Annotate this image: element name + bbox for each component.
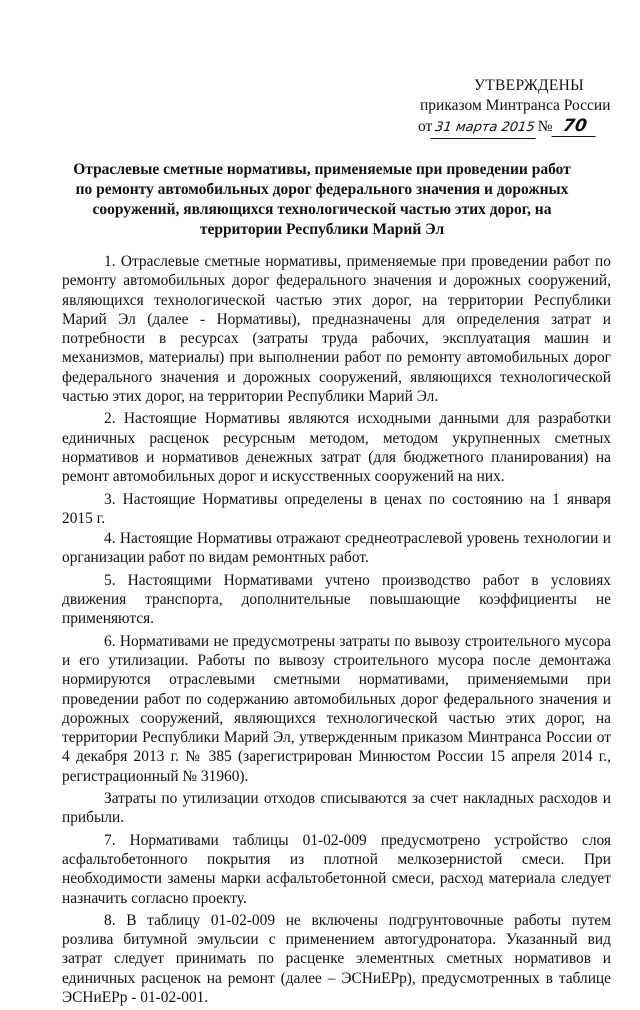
document-body bbox=[62, 252, 611, 1010]
paragraph-8: 8. В таблицу 01-02-009 не включены подгрунтовочные работы путем розлива битумной эмульсии с применением автогудронатора. Указанный вид затрат следует принимать по расценке элементных сметных нормативов и единичных расценок на ремонт (далее – ЭСНиЕРр), предусмотренных в таблице ЭСНиЕРр - 01-02-001. bbox=[62, 911, 611, 1006]
paragraph-6-continuation: Затраты по утилизации отходов списываются за счет накладных расходов и прибыли. bbox=[62, 790, 611, 827]
approval-stamp-block bbox=[418, 76, 628, 139]
approval-date-line bbox=[418, 116, 628, 139]
date-prefix: от bbox=[418, 118, 433, 135]
handwritten-date: 31 марта 2015 bbox=[431, 118, 539, 139]
paragraph-1: 1. Отраслевые сметные нормативы, применяемые при проведении работ по ремонту автомобильных дорог федерального значения и дорожных сооружений, являющихся технологической частью этих дорог, на территории Республики Марий Эл (далее - Нормативы), предназначены для определения затрат и потребности в ресурсах (затраты труда рабочих, эксплуатация машин и механизмов, материалы) при выполнении работ по ремонту автомобильных дорог федерального значения и дорожных сооружений, являющихся технологической частью этих дорог, на территории Республики Марий Эл. bbox=[62, 253, 611, 406]
paragraph-3: 3. Настоящие Нормативы определены в ценах по состоянию на 1 января 2015 г. bbox=[62, 490, 611, 527]
paragraph-4: 4. Настоящие Нормативы отражают среднеотраслевой уровень технологии и организации работ по видам ремонтных работ. bbox=[62, 530, 611, 567]
approval-order-text: приказом Минтранса России bbox=[420, 97, 611, 114]
paragraph-2: 2. Настоящие Нормативы являются исходными данными для разработки единичных расценок ресурсным методом, методом укрупненных сметных нормативов и нормативов денежных затрат (для бюджетного планирования) на ремонт автомобильных дорог и искусственных сооружений на них. bbox=[62, 410, 611, 486]
approval-heading: УТВЕРЖДЕНЫ bbox=[474, 77, 584, 94]
document-title: Отраслевые сметные нормативы, применяемые при проведении работ по ремонту автомобильных дорог федерального значения и дорожных сооружений, являющихся технологической частью этих дорог, на территории Республики Марий Эл bbox=[73, 161, 571, 238]
paragraph-5: 5. Настоящими Нормативами учтено производство работ в условиях движения транспорта, дополнительные повышающие коэффициенты не применяются. bbox=[62, 571, 611, 628]
handwritten-number: 70 bbox=[551, 116, 598, 137]
paragraph-7: 7. Нормативами таблицы 01-02-009 предусмотрено устройство слоя асфальтобетонного покрытия из плотной мелкозернистой смеси. При необходимости замены марки асфальтобетонной смеси, расход материала следует назначить согласно проекту. bbox=[62, 831, 611, 907]
paragraph-6: 6. Нормативами не предусмотрены затраты по вывозу строительного мусора и его утилизации. Работы по вывозу строительного мусора после демонтажа нормируются отраслевыми сметными нормативами, применяемыми при проведении работ по содержанию автомобильных дорог федерального значения и дорожных сооружений, являющихся технологической частью этих дорог, на территории Республики Марий Эл, утвержденным приказом Минтранса России от 4 декабря 2013 г. № 385 (зарегистрирован Минюстом России 15 апреля 2014 г., регистрационный № 31960). bbox=[62, 632, 611, 785]
number-prefix: № bbox=[537, 118, 553, 135]
